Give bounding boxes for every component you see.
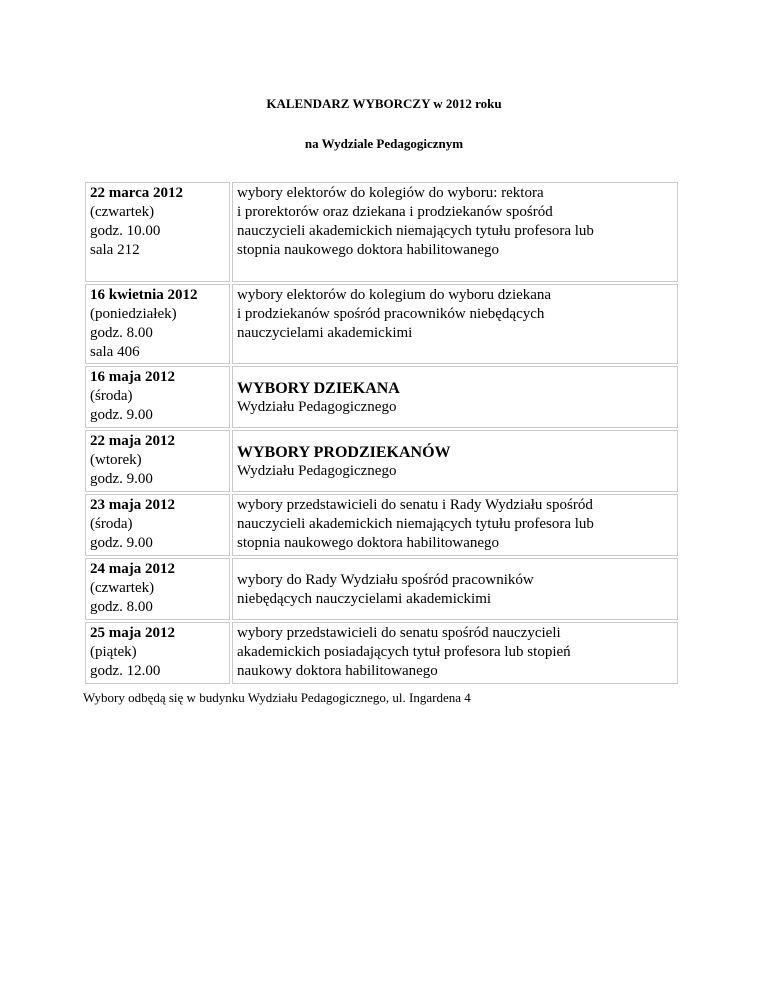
description-line: nauczycieli akademickich niemających tytułu profesora lub — [237, 223, 594, 239]
date-cell — [85, 284, 230, 364]
event-date: 16 kwietnia 2012 — [90, 287, 198, 303]
description-line: naukowy doktora habilitowanego — [237, 663, 438, 679]
date-cell — [85, 366, 230, 428]
description-line: wybory elektorów do kolegiów do wyboru: rektora — [237, 185, 544, 201]
event-day: (czwartek) — [90, 204, 155, 220]
table-row — [85, 430, 678, 492]
event-time: godz. 10.00 — [90, 223, 161, 239]
table-row — [85, 622, 678, 684]
event-date: 16 maja 2012 — [90, 369, 175, 385]
event-subheading: Wydziału Pedagogicznego — [237, 399, 397, 415]
event-subheading: Wydziału Pedagogicznego — [237, 463, 397, 479]
date-cell — [85, 494, 230, 556]
event-day: (środa) — [90, 516, 133, 532]
description-cell — [232, 558, 678, 620]
event-room: sala 406 — [90, 344, 140, 360]
description-cell — [232, 494, 678, 556]
date-cell — [85, 182, 230, 282]
description-line: nauczycielami akademickimi — [237, 325, 413, 341]
event-day: (piątek) — [90, 644, 137, 660]
table-row — [85, 182, 678, 282]
event-time: godz. 9.00 — [90, 535, 153, 551]
election-calendar-table — [83, 180, 680, 686]
event-day: (poniedziałek) — [90, 306, 177, 322]
description-cell — [232, 430, 678, 492]
event-day: (środa) — [90, 388, 133, 404]
event-heading: WYBORY PRODZIEKANÓW — [237, 444, 451, 461]
description-cell — [232, 182, 678, 282]
description-line: niebędących nauczycielami akademickimi — [237, 591, 492, 607]
table-row — [85, 284, 678, 364]
event-day: (wtorek) — [90, 452, 142, 468]
event-date: 22 marca 2012 — [90, 185, 184, 201]
date-cell — [85, 622, 230, 684]
event-date: 23 maja 2012 — [90, 497, 175, 513]
event-day: (czwartek) — [90, 580, 155, 596]
event-time: godz. 9.00 — [90, 407, 153, 423]
description-cell — [232, 366, 678, 428]
description-line: wybory do Rady Wydziału spośród pracowników — [237, 572, 534, 588]
event-heading: WYBORY DZIEKANA — [237, 380, 400, 397]
event-time: godz. 12.00 — [90, 663, 161, 679]
event-date: 25 maja 2012 — [90, 625, 175, 641]
description-cell — [232, 284, 678, 364]
event-time: godz. 8.00 — [90, 325, 153, 341]
date-cell — [85, 430, 230, 492]
description-line: wybory przedstawicieli do senatu i Rady Wydziału spośród — [237, 497, 593, 513]
table-row — [85, 366, 678, 428]
event-date: 24 maja 2012 — [90, 561, 175, 577]
event-time: godz. 8.00 — [90, 599, 153, 615]
description-line: wybory elektorów do kolegium do wyboru dziekana — [237, 287, 552, 303]
event-date: 22 maja 2012 — [90, 433, 175, 449]
description-line: stopnia naukowego doktora habilitowanego — [237, 535, 500, 551]
location-note: Wybory odbędą się w budynku Wydziału Pedagogicznego, ul. Ingardena 4 — [83, 690, 471, 705]
event-time: godz. 9.00 — [90, 471, 153, 487]
event-room: sala 212 — [90, 242, 140, 258]
document-title: KALENDARZ WYBORCZY w 2012 roku — [266, 96, 502, 111]
description-cell — [232, 622, 678, 684]
table-row — [85, 558, 678, 620]
description-line: akademickich posiadających tytuł profesora lub stopień — [237, 644, 571, 660]
document-subtitle: na Wydziale Pedagogicznym — [304, 136, 464, 151]
description-line: i prodziekanów spośród pracowników niebędących — [237, 306, 545, 322]
date-cell — [85, 558, 230, 620]
description-line: i prorektorów oraz dziekana i prodziekanów spośród — [237, 204, 553, 220]
description-line: nauczycieli akademickich niemających tytułu profesora lub — [237, 516, 594, 532]
description-line: stopnia naukowego doktora habilitowanego — [237, 242, 500, 258]
table-row — [85, 494, 678, 556]
description-line: wybory przedstawicieli do senatu spośród nauczycieli — [237, 625, 561, 641]
